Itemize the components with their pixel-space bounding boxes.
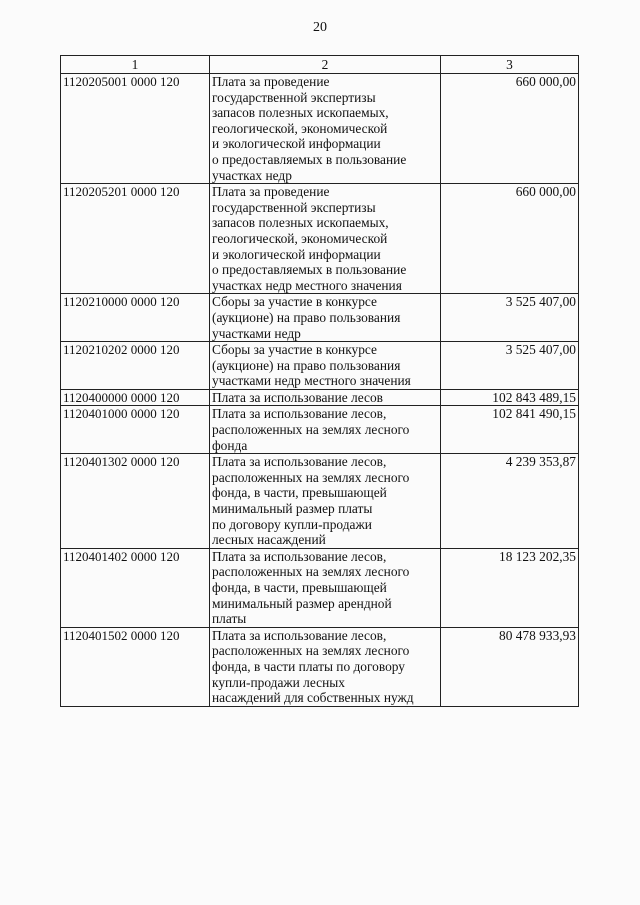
row-amount: 3 525 407,00 <box>441 342 579 390</box>
table-row <box>61 548 579 627</box>
row-amount: 3 525 407,00 <box>441 294 579 342</box>
table-row <box>61 627 579 706</box>
table-row <box>61 342 579 390</box>
row-code: 1120400000 0000 120 <box>61 389 210 406</box>
row-amount: 660 000,00 <box>441 74 579 184</box>
table-row <box>61 389 579 406</box>
table-row <box>61 74 579 184</box>
row-name: Плата за проведение государственной экспертизы запасов полезных ископаемых, геологической, экономической и экологической информации о предоставляемых в пользование участках недр <box>210 74 441 184</box>
row-name: Плата за использование лесов <box>210 389 441 406</box>
row-code: 1120210202 0000 120 <box>61 342 210 390</box>
table-row <box>61 406 579 454</box>
row-code: 1120210000 0000 120 <box>61 294 210 342</box>
row-name: Сборы за участие в конкурсе (аукционе) на право пользования участками недр <box>210 294 441 342</box>
row-code: 1120205001 0000 120 <box>61 74 210 184</box>
row-name: Плата за использование лесов, расположенных на землях лесного фонда <box>210 406 441 454</box>
table-row <box>61 294 579 342</box>
page-number: 20 <box>313 20 327 35</box>
row-code: 1120401402 0000 120 <box>61 548 210 627</box>
row-amount: 660 000,00 <box>441 184 579 294</box>
header-col-1: 1 <box>61 56 210 74</box>
row-code: 1120401302 0000 120 <box>61 454 210 549</box>
row-name: Плата за использование лесов, расположенных на землях лесного фонда, в части, превышающей минимальный размер платы по договору купли-продажи лесных насаждений <box>210 454 441 549</box>
revenue-table <box>60 55 579 707</box>
header-col-2: 2 <box>210 56 441 74</box>
table-row <box>61 454 579 549</box>
row-name: Плата за использование лесов, расположенных на землях лесного фонда, в части, превышающей минимальный размер арендной платы <box>210 548 441 627</box>
row-code: 1120205201 0000 120 <box>61 184 210 294</box>
header-col-3: 3 <box>441 56 579 74</box>
row-amount: 102 843 489,15 <box>441 389 579 406</box>
row-code: 1120401000 0000 120 <box>61 406 210 454</box>
row-amount: 80 478 933,93 <box>441 627 579 706</box>
row-amount: 102 841 490,15 <box>441 406 579 454</box>
row-name: Плата за использование лесов, расположенных на землях лесного фонда, в части платы по договору купли-продажи лесных насаждений для собственных нужд <box>210 627 441 706</box>
row-amount: 4 239 353,87 <box>441 454 579 549</box>
row-name: Сборы за участие в конкурсе (аукционе) на право пользования участками недр местного значения <box>210 342 441 390</box>
row-amount: 18 123 202,35 <box>441 548 579 627</box>
row-code: 1120401502 0000 120 <box>61 627 210 706</box>
row-name: Плата за проведение государственной экспертизы запасов полезных ископаемых, геологической, экономической и экологической информации о предоставляемых в пользование участках недр местного значения <box>210 184 441 294</box>
table-header-row <box>61 56 579 74</box>
table-row <box>61 184 579 294</box>
